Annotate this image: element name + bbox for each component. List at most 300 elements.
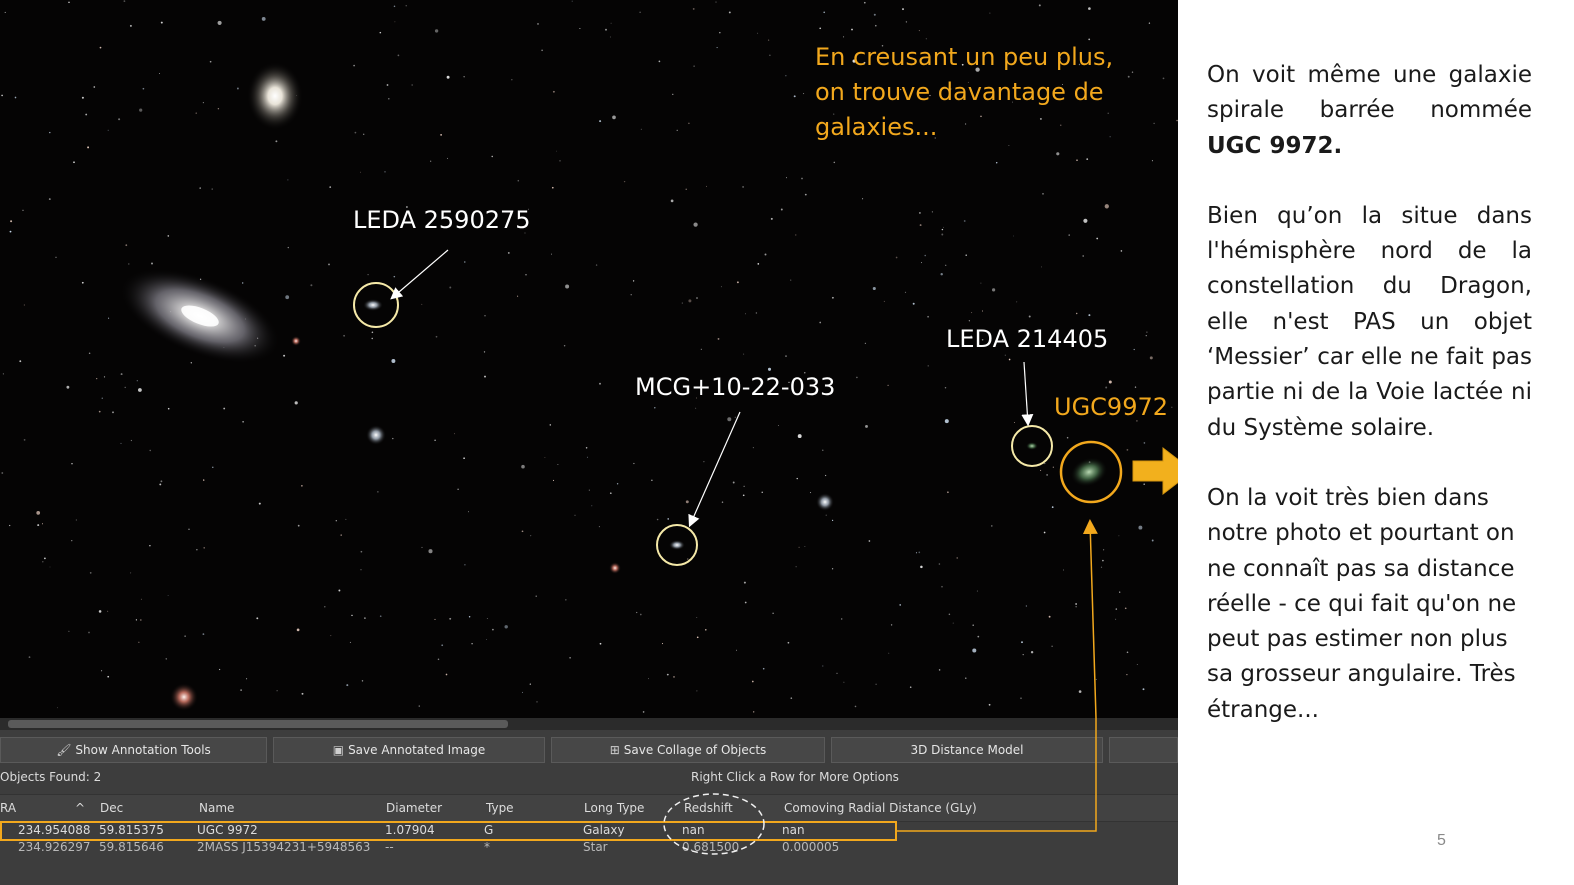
star	[108, 318, 109, 319]
star	[687, 558, 689, 560]
star	[10, 231, 12, 233]
star	[1138, 526, 1142, 530]
star	[1056, 152, 1059, 155]
star	[141, 599, 142, 600]
star	[89, 352, 91, 354]
star	[99, 610, 102, 613]
star	[5, 12, 6, 13]
star	[688, 299, 691, 302]
star	[394, 21, 395, 22]
star	[464, 261, 465, 262]
show-annotation-tools-button[interactable]	[0, 737, 267, 763]
star	[757, 263, 759, 265]
star	[340, 534, 341, 535]
star	[575, 515, 576, 516]
star	[364, 617, 366, 619]
star	[686, 500, 689, 503]
label-ugc9972: UGC9972	[1054, 393, 1168, 421]
star	[361, 551, 363, 553]
star	[380, 32, 382, 34]
star	[791, 697, 793, 699]
star	[1115, 619, 1116, 620]
star	[591, 505, 592, 506]
star	[805, 194, 807, 196]
star	[841, 618, 842, 619]
star	[218, 108, 219, 109]
star	[697, 636, 699, 638]
star	[875, 25, 877, 27]
star	[1105, 387, 1107, 389]
star	[537, 23, 539, 25]
star	[1009, 359, 1011, 361]
star	[124, 387, 125, 388]
star	[338, 590, 340, 592]
star	[1152, 540, 1154, 542]
star	[149, 545, 150, 546]
column-header-type[interactable]: Type	[486, 801, 514, 815]
star	[919, 30, 920, 31]
star	[184, 635, 185, 636]
star	[1076, 313, 1077, 314]
galaxy-name-bold: UGC 9972.	[1207, 132, 1343, 159]
star	[137, 380, 138, 381]
star	[1044, 532, 1046, 534]
star	[1026, 605, 1027, 606]
column-header-dec[interactable]: Dec	[100, 801, 124, 815]
star	[924, 255, 926, 257]
star	[557, 464, 558, 465]
star	[648, 678, 649, 679]
star	[693, 65, 694, 66]
star	[434, 619, 435, 620]
star	[919, 212, 921, 214]
star	[355, 132, 357, 134]
star	[1143, 483, 1145, 485]
star	[989, 13, 990, 14]
star	[287, 179, 288, 180]
star	[242, 282, 243, 283]
red-star	[170, 683, 198, 711]
star	[762, 492, 763, 493]
grid-icon: ⊞	[609, 743, 620, 757]
star	[825, 475, 826, 476]
star	[1153, 123, 1154, 124]
star	[745, 313, 746, 314]
star	[82, 97, 84, 99]
table-header	[0, 794, 1178, 822]
star	[980, 283, 981, 284]
star	[285, 295, 289, 299]
star	[826, 515, 827, 516]
star	[441, 644, 443, 646]
star	[302, 693, 304, 695]
column-header-long-type[interactable]: Long Type	[584, 801, 645, 815]
star	[696, 690, 697, 691]
label-leda-2590275: LEDA 2590275	[353, 206, 531, 234]
star	[196, 112, 197, 113]
star	[1103, 549, 1104, 550]
star	[641, 129, 642, 130]
distance-model-button[interactable]	[831, 737, 1103, 763]
star	[487, 618, 488, 619]
star	[553, 91, 555, 93]
star	[910, 686, 912, 688]
star	[262, 17, 266, 21]
star	[218, 21, 222, 25]
star	[388, 98, 390, 100]
star	[965, 678, 966, 679]
page-number: 5	[1437, 832, 1446, 849]
cell-diameter: 1.07904	[385, 823, 435, 837]
star	[956, 557, 957, 558]
star	[949, 614, 951, 616]
save-annotated-image-button[interactable]	[273, 737, 545, 763]
cell-diameter: --	[385, 840, 394, 854]
star	[703, 461, 704, 462]
star	[884, 301, 885, 302]
star	[991, 525, 993, 527]
star	[1171, 407, 1172, 408]
star	[610, 37, 611, 38]
star	[440, 134, 442, 136]
star	[1144, 442, 1146, 444]
star	[921, 262, 922, 263]
star	[199, 187, 201, 189]
star	[118, 118, 120, 120]
star	[49, 198, 51, 200]
button-label: Save Collage of Objects	[623, 743, 767, 757]
star	[288, 247, 289, 248]
star	[71, 463, 72, 464]
star	[559, 160, 560, 161]
star	[107, 676, 109, 678]
star	[834, 162, 836, 164]
star	[128, 263, 129, 264]
star	[298, 525, 300, 527]
star	[1067, 437, 1069, 439]
star	[1102, 560, 1104, 562]
star	[972, 648, 976, 652]
star	[275, 140, 277, 142]
star	[131, 440, 132, 441]
star	[1152, 160, 1153, 161]
star	[1116, 608, 1117, 609]
star	[971, 312, 972, 313]
column-header-comoving-distance[interactable]: Comoving Radial Distance (GLy)	[784, 801, 977, 815]
star	[719, 32, 721, 34]
star	[447, 76, 450, 79]
star	[977, 591, 978, 592]
table-row[interactable]	[0, 823, 1178, 838]
star	[796, 566, 797, 567]
star	[705, 629, 707, 631]
star	[140, 619, 142, 621]
star	[832, 568, 833, 569]
star	[717, 47, 718, 48]
star	[449, 287, 451, 289]
star	[586, 447, 588, 449]
star	[819, 322, 821, 324]
star	[1042, 193, 1043, 194]
star	[1, 472, 3, 474]
cell-type: *	[484, 840, 490, 854]
star	[398, 55, 400, 57]
star	[564, 345, 565, 346]
star	[277, 690, 278, 691]
star	[336, 520, 337, 521]
star	[654, 407, 655, 408]
star	[587, 457, 588, 458]
star	[693, 8, 695, 10]
star	[377, 491, 378, 492]
galaxy-ugc9972	[1066, 452, 1111, 491]
star	[737, 281, 739, 283]
paragraph-3: On la voit très bien dans notre photo et pourtant on ne connaît pas sa distance réelle - ce qui fait qu'on ne peut pas estimer non plus sa grosseur angulaire. Très étrange...	[1207, 484, 1517, 723]
scrollbar-thumb[interactable]	[8, 720, 508, 728]
star	[522, 530, 524, 532]
star	[160, 480, 162, 482]
star	[1176, 120, 1178, 122]
star	[572, 1, 573, 2]
star	[891, 624, 892, 625]
star	[471, 643, 472, 644]
star	[785, 75, 786, 76]
pointer-line-leda-2590275	[392, 250, 448, 298]
star	[121, 443, 122, 444]
star	[667, 674, 669, 676]
star	[624, 181, 625, 182]
star	[363, 134, 364, 135]
star	[599, 120, 601, 122]
star	[682, 303, 683, 304]
star	[744, 486, 745, 487]
star	[989, 704, 991, 706]
star	[1105, 204, 1109, 208]
star	[943, 227, 944, 228]
star	[343, 335, 345, 337]
paragraph-1-text: On voit même une galaxie spirale barrée nommée	[1207, 62, 1532, 124]
star	[651, 480, 652, 481]
star	[1143, 688, 1145, 690]
star	[855, 706, 857, 708]
column-header-diameter[interactable]: Diameter	[386, 801, 443, 815]
star	[203, 479, 204, 480]
star	[875, 684, 876, 685]
intro-annotation	[815, 40, 1145, 145]
star	[599, 383, 601, 385]
star	[864, 2, 866, 4]
star	[391, 359, 395, 363]
star	[736, 650, 737, 651]
star	[203, 547, 204, 548]
star	[310, 284, 312, 286]
star	[677, 130, 678, 131]
brush-icon: 🖌	[56, 743, 72, 757]
star	[727, 417, 731, 421]
extra-toolbar-button[interactable]	[1109, 737, 1178, 763]
star	[565, 599, 566, 600]
star	[1126, 674, 1127, 675]
star	[947, 491, 949, 493]
cell-redshift: nan	[682, 823, 705, 837]
star	[394, 276, 396, 278]
star	[196, 549, 197, 550]
label-mcg: MCG+10-22-033	[635, 373, 836, 401]
table-row[interactable]	[0, 840, 1178, 855]
button-label: 3D Distance Model	[910, 743, 1024, 757]
star	[469, 616, 470, 617]
star	[688, 123, 689, 124]
star	[916, 552, 917, 553]
star	[283, 355, 285, 357]
star	[920, 566, 923, 569]
star	[484, 315, 485, 316]
objects-panel	[0, 718, 1178, 885]
star	[982, 311, 983, 312]
column-header-name[interactable]: Name	[199, 801, 235, 815]
star	[219, 669, 220, 670]
star	[729, 11, 731, 13]
star	[765, 254, 767, 256]
star	[1040, 470, 1041, 471]
star	[24, 439, 26, 441]
bright-star	[366, 425, 386, 445]
star	[329, 186, 331, 188]
star	[139, 109, 142, 112]
star	[518, 180, 520, 182]
star	[380, 615, 382, 617]
star	[1021, 641, 1023, 643]
star	[1014, 422, 1015, 423]
star	[1127, 449, 1129, 451]
star	[965, 254, 966, 255]
star	[130, 572, 131, 573]
star	[167, 235, 169, 237]
star	[1, 95, 3, 97]
star	[484, 351, 485, 352]
star	[693, 222, 697, 226]
star	[605, 29, 607, 31]
star	[1053, 467, 1054, 468]
star	[1029, 316, 1031, 318]
pointer-line-leda-214405	[1024, 362, 1028, 424]
star	[832, 520, 833, 521]
star	[82, 282, 84, 284]
star	[790, 279, 791, 280]
star	[1134, 349, 1135, 350]
star	[672, 94, 673, 95]
star	[643, 711, 645, 713]
paragraph-2: Bien qu’on la situe dans l'hémisphère nord de la constellation du Dragon, elle n'est PAS un objet ‘Messier’ car elle ne fait pas partie ni de la Voie lactée ni du Système solaire.	[1207, 202, 1532, 441]
star	[942, 229, 943, 230]
star	[600, 643, 602, 645]
horizontal-scrollbar[interactable]	[0, 718, 1178, 730]
star	[419, 706, 420, 707]
star	[768, 39, 769, 40]
star	[159, 73, 160, 74]
star	[836, 673, 837, 674]
star	[159, 483, 161, 485]
star	[797, 478, 798, 479]
star	[1127, 652, 1129, 654]
star	[346, 684, 348, 686]
star	[662, 643, 663, 644]
star	[85, 114, 87, 116]
star	[1086, 158, 1088, 160]
star	[786, 177, 787, 178]
star	[887, 385, 888, 386]
star	[874, 14, 876, 16]
star	[1146, 331, 1147, 332]
star	[964, 220, 966, 222]
label-leda-214405: LEDA 214405	[946, 325, 1109, 353]
star	[212, 188, 213, 189]
star	[939, 669, 941, 671]
star	[715, 2, 716, 3]
save-collage-button[interactable]	[551, 737, 825, 763]
intro-line: En creusant un peu plus,	[815, 43, 1114, 71]
star	[888, 653, 889, 654]
star	[972, 624, 973, 625]
star	[525, 274, 526, 275]
star	[421, 547, 422, 548]
star	[240, 689, 242, 691]
star	[345, 519, 346, 520]
star	[464, 564, 466, 566]
star	[76, 519, 77, 520]
star	[1049, 616, 1051, 618]
star	[1052, 506, 1054, 508]
star	[212, 467, 213, 468]
star	[464, 76, 465, 77]
star	[1044, 463, 1045, 464]
star	[149, 450, 150, 451]
star	[865, 343, 866, 344]
star	[37, 524, 39, 526]
column-header-ra[interactable]: RA	[0, 801, 17, 815]
star	[372, 332, 374, 334]
star	[1020, 697, 1022, 699]
cell-redshift: 0.681500	[682, 840, 740, 854]
star	[449, 618, 451, 620]
star	[977, 636, 979, 638]
star	[671, 200, 674, 203]
star	[1046, 474, 1048, 476]
star	[743, 354, 744, 355]
star	[803, 93, 804, 94]
star	[633, 463, 634, 464]
description-panel	[1207, 58, 1532, 763]
cell-name: UGC 9972	[197, 823, 258, 837]
column-header-redshift[interactable]: Redshift	[684, 801, 733, 815]
star	[552, 187, 554, 189]
star	[492, 629, 494, 631]
star	[191, 362, 192, 363]
star	[785, 355, 786, 356]
star	[869, 540, 871, 542]
star	[752, 681, 754, 683]
cell-dec: 59.815646	[99, 840, 164, 854]
red-star	[291, 336, 301, 346]
star	[511, 79, 512, 80]
paragraph-1	[1207, 58, 1532, 164]
sort-arrow-icon[interactable]: ^	[75, 801, 86, 815]
star	[721, 286, 722, 287]
star	[29, 656, 31, 658]
star	[795, 234, 796, 235]
star	[1121, 250, 1123, 252]
star	[1013, 236, 1014, 237]
